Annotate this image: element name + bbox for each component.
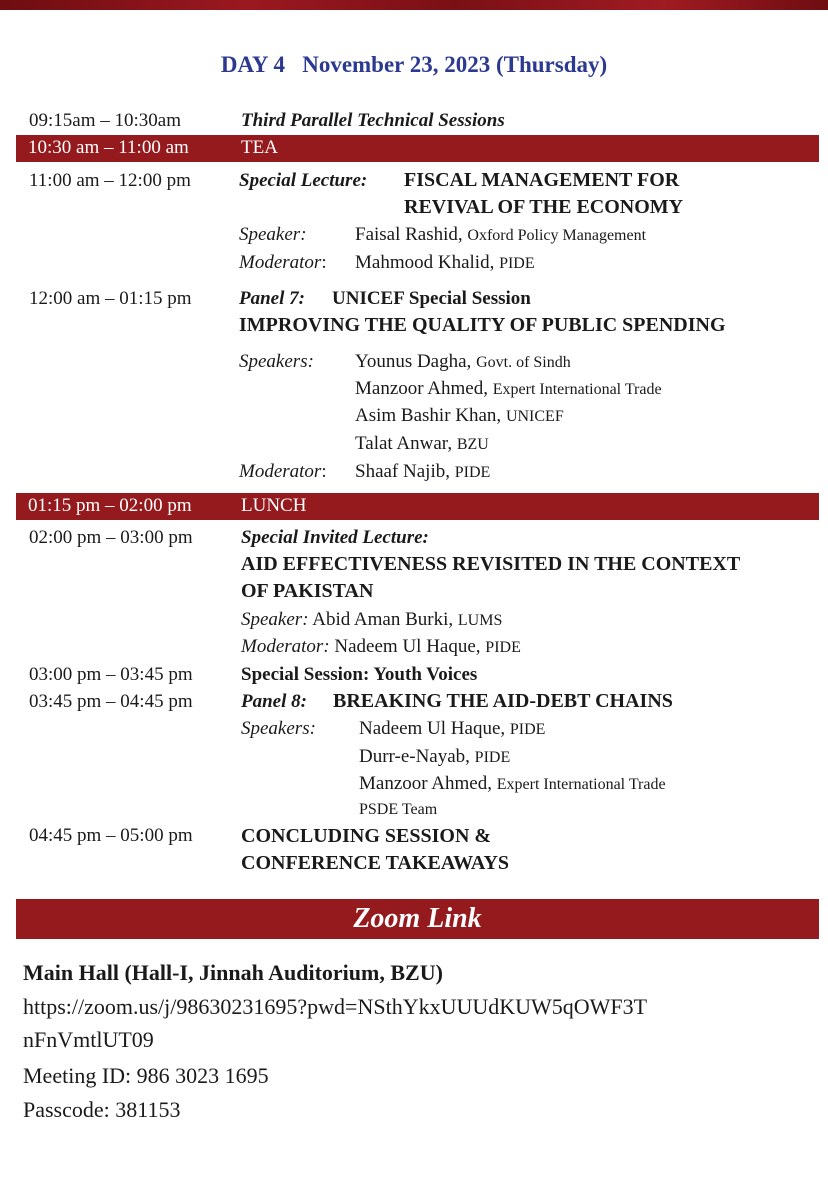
zoom-url-line1[interactable]: https://zoom.us/j/98630231695?pwd=NSthYkxUUUdKUW5qOWF3T [23,994,648,1019]
session-label-s6: Panel 8: [241,691,307,712]
time-s1: 09:15am – 10:30am [29,110,181,131]
speaker-entry [359,718,545,740]
session-title-s4-line1: AID EFFECTIVENESS REVISITED IN THE CONTEXT [241,553,741,575]
time-s5: 03:00 pm – 03:45 pm [29,664,193,685]
session-label-s4: Special Invited Lecture: [241,527,429,548]
hall-name: Main Hall (Hall-I, Jinnah Auditorium, BZU) [23,960,443,985]
moderator-name: Shaaf Najib, [355,461,450,482]
day-heading [0,52,828,78]
speaker-name: Younus Dagha, [355,351,472,372]
speaker-affiliation: BZU [456,436,489,453]
moderator-entry-s2 [355,252,535,274]
moderator-affiliation: PIDE [485,639,521,656]
speaker-label: Speaker: [241,609,309,630]
session-label-s2: Special Lecture: [239,170,368,191]
speakers-label-s3: Speakers: [239,351,314,372]
speaker-affiliation: PIDE [474,749,511,766]
session-title-s7-line1: CONCLUDING SESSION & [241,825,492,847]
moderator-affiliation: PIDE [454,464,491,481]
speaker-affiliation: UNICEF [505,408,564,425]
top-decorative-bar [0,0,828,10]
session-title-s3-line2: IMPROVING THE QUALITY OF PUBLIC SPENDING [239,314,726,336]
session-title-s6: BREAKING THE AID-DEBT CHAINS [333,690,673,712]
speaker-entry [355,351,571,373]
speaker-affiliation: PIDE [509,721,546,738]
meeting-id: Meeting ID: 986 3023 1695 [23,1063,269,1088]
speaker-name: Nadeem Ul Haque, [359,718,506,739]
time-s2: 11:00 am – 12:00 pm [29,170,191,191]
moderator-entry-s3 [355,461,490,483]
speaker-affiliation: Expert International Trade [492,381,662,398]
time-tea: 10:30 am – 11:00 am [28,137,189,158]
session-title-s4-line2: OF PAKISTAN [241,580,374,602]
speaker-name: Manzoor Ahmed, [359,773,492,794]
speaker-affiliation: Govt. of Sindh [476,354,571,371]
session-title-s7-line2: CONFERENCE TAKEAWAYS [241,852,510,874]
session-title-s5: Special Session: Youth Voices [241,664,478,685]
time-s4: 02:00 pm – 03:00 pm [29,527,193,548]
time-s7: 04:45 pm – 05:00 pm [29,825,193,846]
moderator-name: Nadeem Ul Haque, [334,636,481,657]
passcode: Passcode: 381153 [23,1097,181,1122]
session-label-s3: Panel 7: [239,288,305,309]
speaker-entry-s2 [355,224,646,246]
speaker-name: Durr-e-Nayab, [359,746,470,767]
session-title-s2-line1: FISCAL MANAGEMENT FOR [404,169,680,191]
day-label: DAY 4 [220,52,285,77]
moderator-name: Mahmood Khalid, [355,252,495,273]
day-date: November 23, 2023 (Thursday) [302,52,608,77]
speaker-entry [355,405,564,427]
speaker-entry [359,746,510,768]
moderator-label-s2: Moderator: [239,252,327,273]
speaker-affiliation: Oxford Policy Management [467,227,647,244]
time-s3: 12:00 am – 01:15 pm [29,288,192,309]
zoom-url-line2[interactable]: nFnVmtlUT09 [23,1027,154,1052]
speaker-label-s2: Speaker: [239,224,307,245]
zoom-heading: Zoom Link [353,903,482,934]
speaker-affiliation: Expert International Trade [496,776,666,793]
speaker-name: Manzoor Ahmed, [355,378,488,399]
speaker-entry [355,378,662,400]
lunch-break-bar [16,493,819,520]
session-title-s3-line1: UNICEF Special Session [332,288,531,309]
time-s6: 03:45 pm – 04:45 pm [29,691,193,712]
speaker-name: Faisal Rashid, [355,224,463,245]
moderator-label: Moderator: [241,636,330,657]
team-label-s6: PSDE Team [359,801,438,818]
speaker-name: Talat Anwar, [355,433,453,454]
tea-break-bar [16,135,819,162]
speaker-name: Asim Bashir Khan, [355,405,502,426]
speaker-entry [355,433,489,455]
moderator-label-s3: Moderator: [239,461,327,482]
speakers-label-s6: Speakers: [241,718,316,739]
time-lunch: 01:15 pm – 02:00 pm [28,495,192,516]
zoom-heading-bar [16,899,819,939]
session-title-s1: Third Parallel Technical Sessions [241,110,505,131]
moderator-affiliation: PIDE [499,255,535,272]
speaker-affiliation: LUMS [457,612,503,629]
session-title-s2-line2: REVIVAL OF THE ECONOMY [404,196,684,218]
tea-label: TEA [241,137,278,158]
speaker-entry [359,773,666,795]
moderator-line-s4 [241,636,521,658]
speaker-line-s4 [241,609,502,631]
speaker-name: Abid Aman Burki, [312,609,454,630]
lunch-label: LUNCH [241,495,307,516]
